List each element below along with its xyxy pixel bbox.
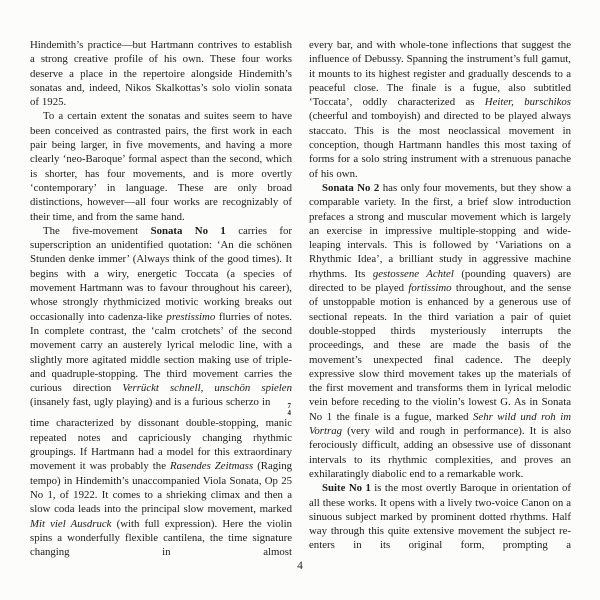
body-text: To a certain extent the sonatas and suites seem to have been conceived as contrasted pairs, the first work in each pair being larger, in five movements, and having a more clearly ‘neo-Baroque’ formal aspect than the second, which is shorter, has four movements, and is more overtly ‘contemporary’ in language. These are only broad distinctions, however—all four works are recognizably of their time, and from the same hand. <box>30 110 292 223</box>
body-text: has only four movements, but they show a comparable variety. In the first, a brief slow introduction prefaces a strong and muscular movement which is largely an exercise in impressive multiple-stopping and wide-leaping intervals. This is followed by ‘Variations on a Rhythmic Idea’, a brilliant study in aggressive machine rhythms. Its <box>309 181 571 280</box>
body-text: (with full expression). Here the violin spins a wonderfully flexible cantilena, the time signature changing in almost <box>30 517 292 559</box>
body-text: every bar, and with whole-tone inflections that suggest the influence of Debussy. Spanning the instrument’s full gamut, it mounts to its highest register and gradually descends to a peaceful close. The finale is a fugue, also subtitled ‘Toccata’, oddly characterized as <box>309 39 571 109</box>
italic-term: Sehr wild und roh im Vortrag <box>309 410 571 438</box>
body-text: (cheerful and tomboyish) and directed to be played always staccato. This is the most neoclassical movement in conception, though Hartmann handles this most taxing of forms for a solo string instrument with a strenuous panache of his own. <box>309 110 571 180</box>
italic-term: Rasendes Zeitmass <box>170 460 254 473</box>
paragraph <box>30 38 292 109</box>
body-text: The five-movement <box>43 224 151 237</box>
body-text: flurries of notes. In complete contrast, the ‘calm crotchets’ of the second movement carry an austerely lyrical melodic line, with a slightly more agitated middle section making use of triple- and quadruple-stopping. The third movement carries the curious direction <box>30 310 292 395</box>
italic-term: prestissimo <box>166 310 216 323</box>
italic-term: Verrückt schnell, unschön spielen <box>122 382 292 395</box>
paragraph <box>30 224 292 560</box>
work-title: Sonata No 2 <box>322 181 380 194</box>
paragraph <box>309 38 571 181</box>
body-text: (insanely fast, ugly playing) and is a furious scherzo in <box>30 396 274 409</box>
work-title: Suite No 1 <box>322 482 371 495</box>
paragraph <box>309 181 571 481</box>
text-columns <box>30 38 572 559</box>
paragraph <box>30 109 292 223</box>
italic-term: gestossene Achtel <box>372 267 454 280</box>
page-number: 4 <box>297 560 303 572</box>
paragraph <box>309 481 571 552</box>
italic-term: fortissimo <box>408 282 452 295</box>
italic-term: Heiter, burschikos <box>484 96 571 109</box>
body-text: (pounding quavers) are directed to be played <box>309 267 571 295</box>
text-column-right <box>309 38 571 559</box>
body-text: time characterized by dissonant double-stopping, manic repeated notes and capriciously changing rhythmic groupings. If Hartmann had a model for this extraordinary movement it was probably the <box>30 417 292 473</box>
body-text: (Raging tempo) in Hindemith’s unaccompanied Viola Sonata, Op 25 No 1, of 1922. It comes to a shrieking climax and then a slow coda leads into the principal slow movement, marked <box>30 460 293 516</box>
body-text: carries for superscription an unidentified quotation: ‘An die schönen Stunden denke immer’ (Always think of the good times). It begins with a wiry, energetic Toccata (a species of movement Hartmann was to favour throughout his career), whose strongly rhythmicized motivic working breaks out occasionally into cadenza-like <box>30 224 292 323</box>
text-column-left <box>30 38 292 559</box>
italic-term: Mit viel Ausdruck <box>30 517 112 530</box>
body-text: (very wild and rough in performance). It is also ferociously difficult, adding an obsessive use of dissonant intervals to its rhythmic complexities, and proves an exhilaratingly diabolic end to a remarkable work. <box>309 425 571 480</box>
body-text: is the most overtly Baroque in orientation of all these works. It opens with a lively two-voice Canon on a sinuous subject marked by prominent dotted rhythms. Half way through this quite extensive movement the subject re-enters in its original form, prompting a <box>309 482 571 552</box>
body-text: throughout, and the sense of unstoppable motion is enhanced by a generous use of sectional repeats. In the third variation a pair of quiet double-stopped thirds mysteriously interrupts the proceedings, and these are made the basis of the movement’s unexpected final cadence. The deeply expressive slow third movement takes up the materials of the first movement and transforms them in lyrical melodic vein before receding to the violin’s lowest G. As in Sonata No 1 the finale is a fugue, marked <box>309 282 571 423</box>
work-title: Sonata No 1 <box>150 224 226 237</box>
time-signature-glyph: 7 4 <box>287 402 291 417</box>
body-text: Hindemith’s practice—but Hartmann contrives to establish a strong creative profile of his own. These four works deserve a place in the repertoire alongside Hindemith’s sonatas and, indeed, Nikos Skalkottas’s solo violin sonata of 1925. <box>30 39 292 109</box>
